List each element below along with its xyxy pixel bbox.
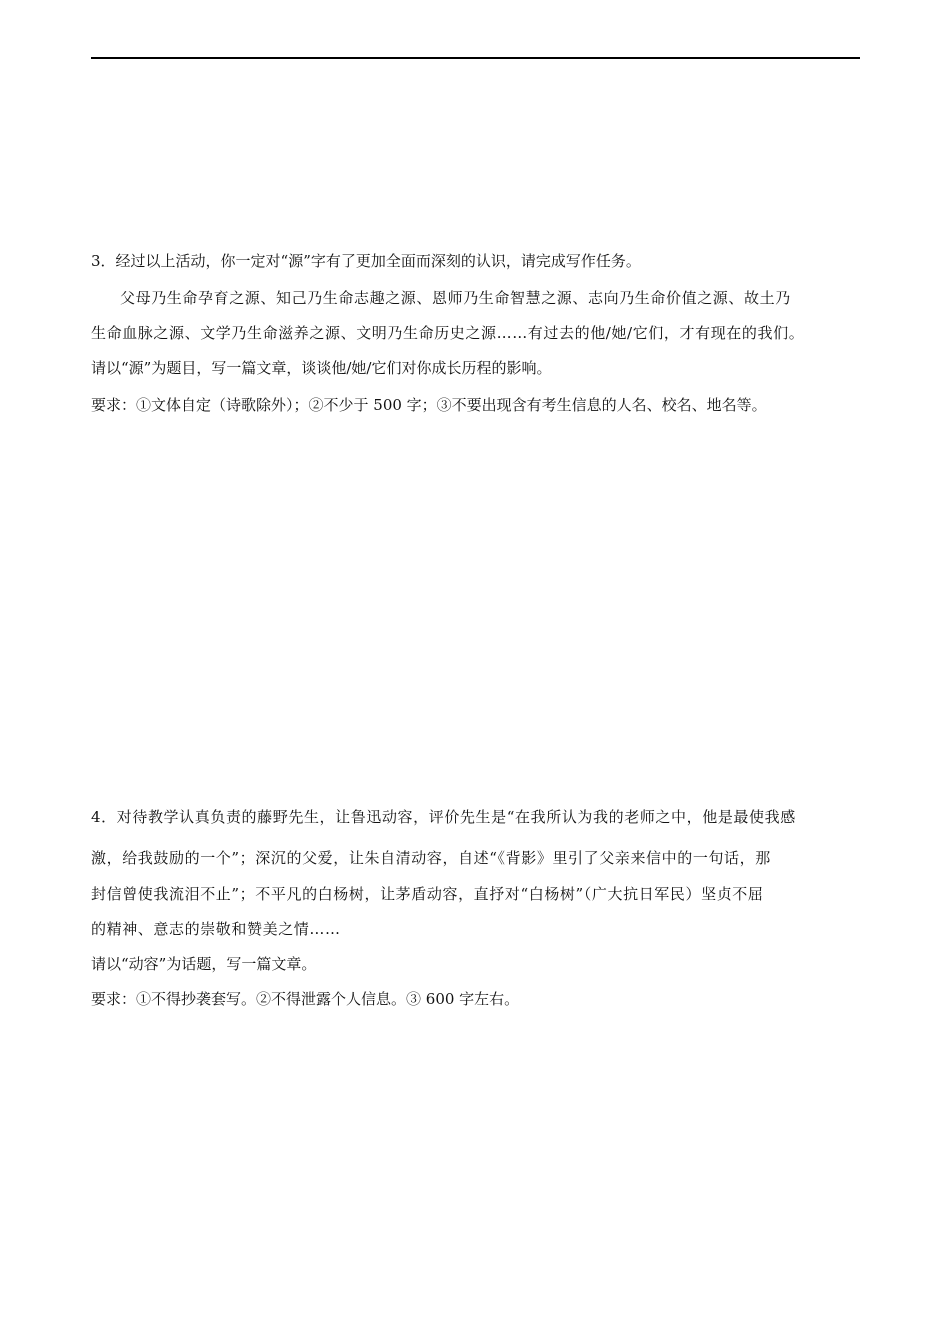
q3-task: 请以“源”为题目，写一篇文章，谈谈他/她/它们对你成长历程的影响。 <box>91 359 552 377</box>
q4-material-line-3: 封信曾使我流泪不止”；不平凡的白杨树，让茅盾动容，直抒对“白杨树”（广大抗日军民）坚贞不屈 <box>91 885 764 903</box>
q3-prompt: 3．经过以上活动，你一定对“源”字有了更加全面而深刻的认识，请完成写作任务。 <box>91 252 641 270</box>
q4-material-line-4: 的精神、意志的崇敬和赞美之情…… <box>91 920 341 938</box>
q3-requirements: 要求：①文体自定（诗歌除外）；②不少于 500 字；③不要出现含有考生信息的人名、校名、地名等。 <box>91 396 767 414</box>
q4-requirements: 要求：①不得抄袭套写。②不得泄露个人信息。③ 600 字左右。 <box>91 990 520 1008</box>
q3-material-line-2: 生命血脉之源、文学乃生命滋养之源、文明乃生命历史之源……有过去的他/她/它们，才有现在的我们。 <box>91 324 805 342</box>
q4-task: 请以“动容”为话题，写一篇文章。 <box>91 955 317 973</box>
q4-material-line-1: 4．对待教学认真负责的藤野先生，让鲁迅动容，评价先生是“在我所认为我的老师之中，他是最使我感 <box>91 808 796 826</box>
q3-material-line-1: 父母乃生命孕育之源、知己乃生命志趣之源、恩师乃生命智慧之源、志向乃生命价值之源、故土乃 <box>120 289 791 307</box>
header-rule <box>91 57 860 59</box>
q4-material-line-2: 激，给我鼓励的一个”；深沉的父爱，让朱自清动容，自述“《背影》里引了父亲来信中的一句话，那 <box>91 849 771 867</box>
